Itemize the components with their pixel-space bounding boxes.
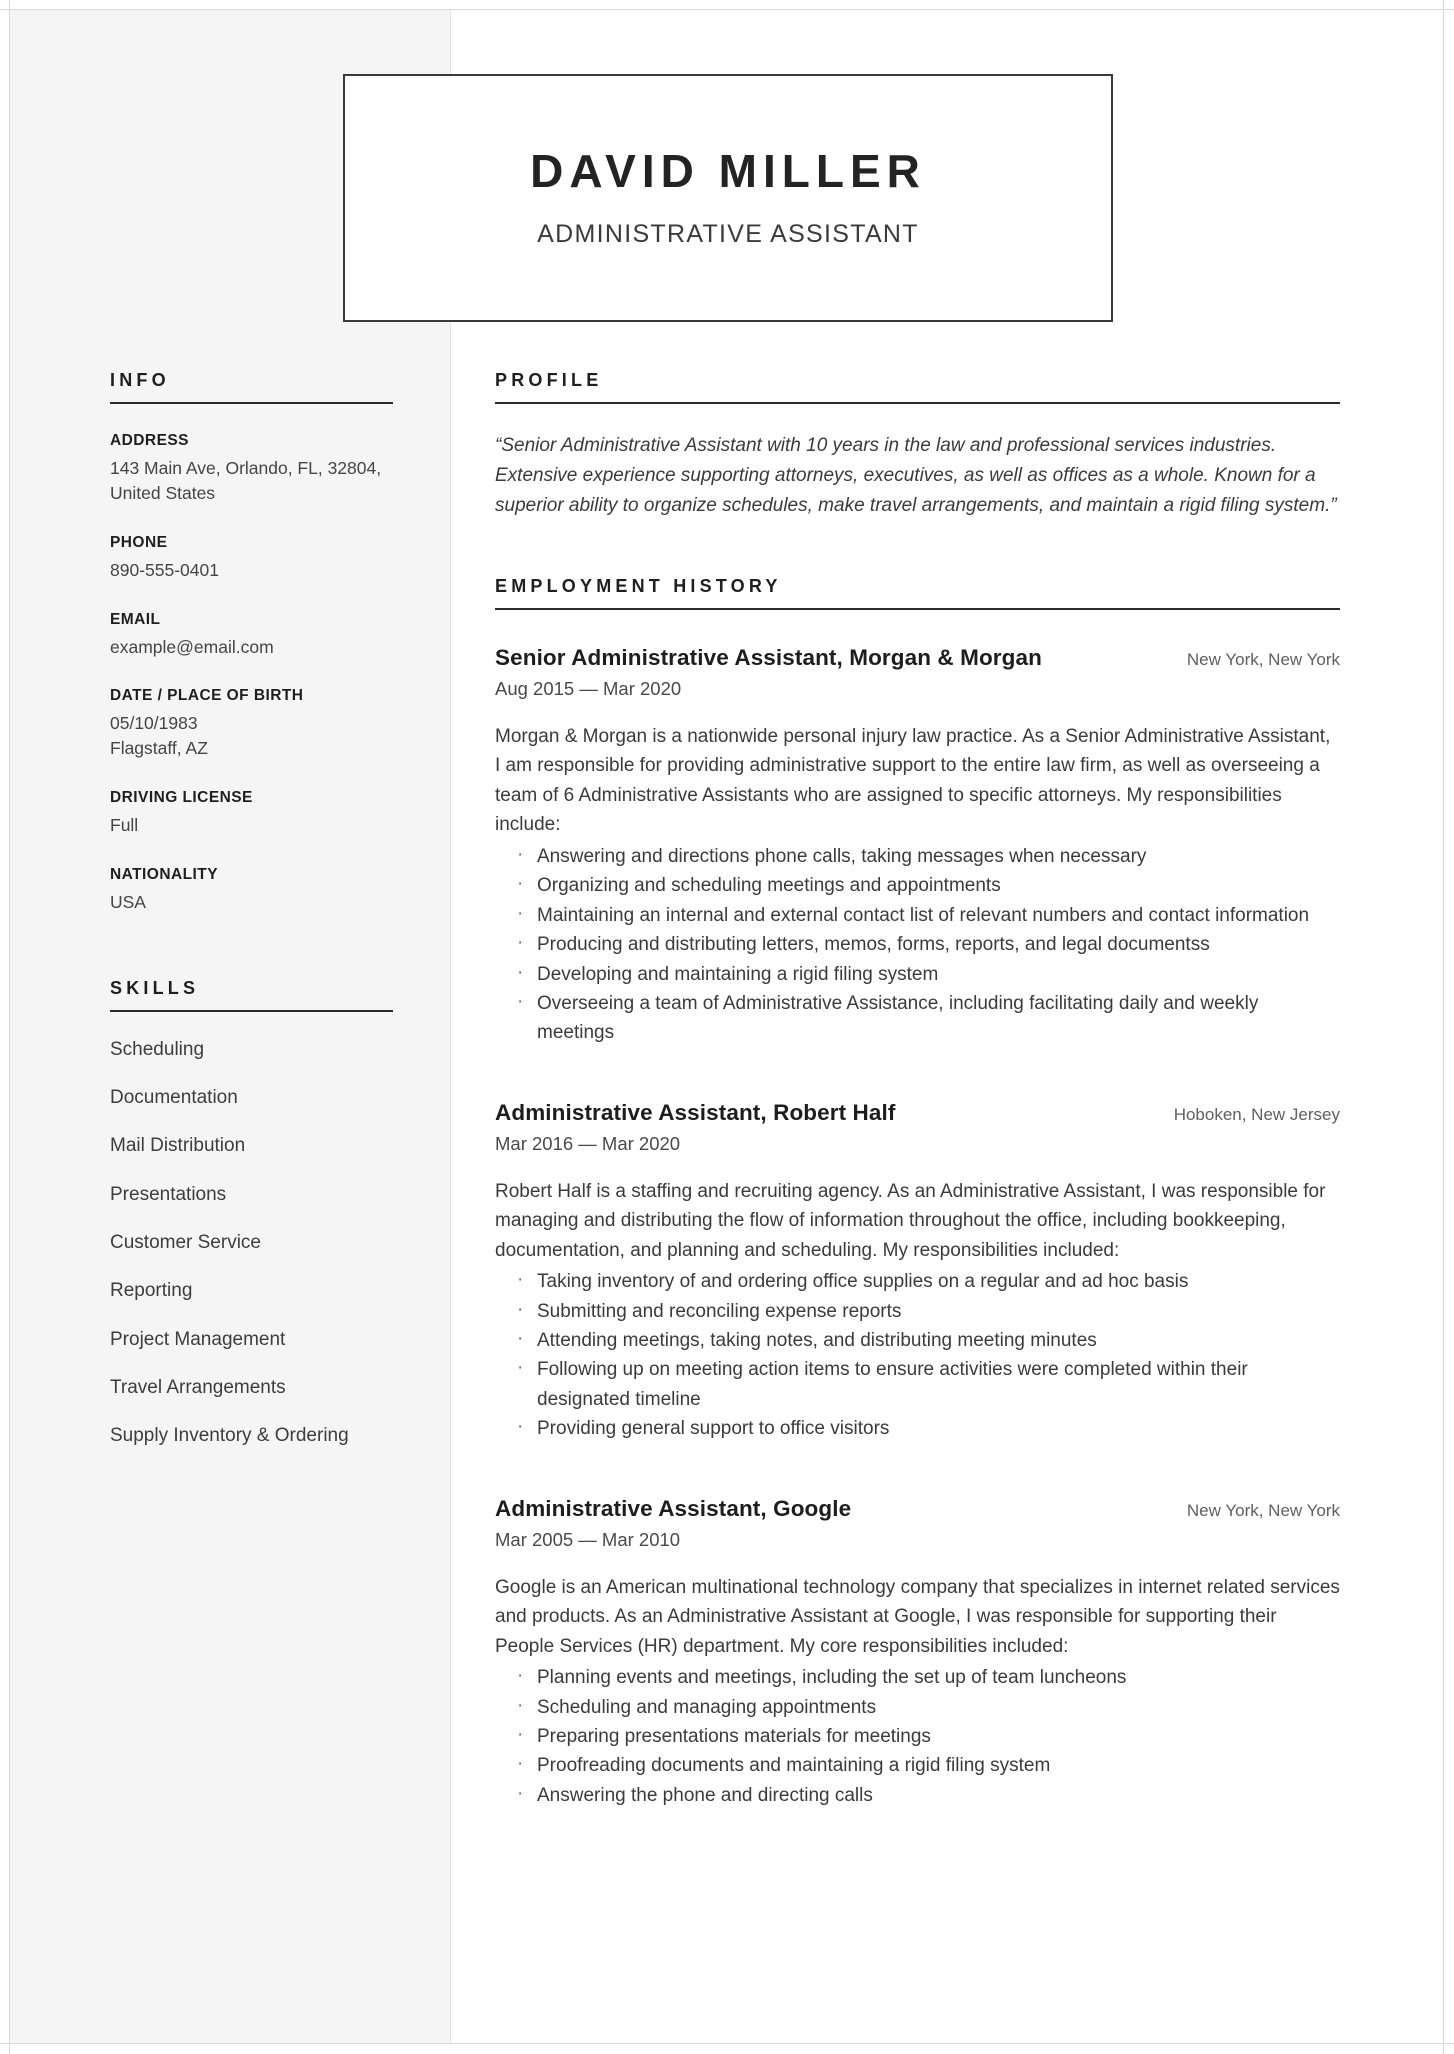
name-header-box (343, 74, 1113, 322)
job-bullet: · Producing and distributing letters, memos, forms, reports, and legal documentss (495, 930, 1340, 959)
job-entry (495, 645, 1340, 1048)
job-bullet-list (495, 842, 1340, 1048)
job-bullet: · Scheduling and managing appointments (495, 1693, 1340, 1722)
job-location: New York, New York (1186, 1500, 1340, 1520)
profile-text: “Senior Administrative Assistant with 10 years in the law and professional services industries. Extensive experience supporting attorneys, executives, as well as offices as a whole. Known for a superior ability to organize schedules, make travel arrangements, and maintain a rigid filing system.” (495, 435, 1337, 517)
job-location: Hoboken, New Jersey (1173, 1104, 1340, 1124)
job-dates: Mar 2016 — Mar 2020 (495, 1132, 681, 1154)
skill-item: Scheduling (110, 1038, 205, 1060)
job-header-row (495, 1496, 1340, 1522)
job-bullet: · Following up on meeting action items to ensure activities were completed within their designated timeline (495, 1355, 1340, 1414)
info-field-label: NATIONALITY (110, 865, 218, 883)
page-border-right (1443, 0, 1444, 2054)
info-section (110, 370, 393, 915)
info-field-list (110, 432, 393, 915)
info-field (110, 611, 393, 660)
skill-item: Presentations (110, 1183, 227, 1205)
job-bullet: · Providing general support to office visitors (495, 1414, 1340, 1443)
profile-section (495, 370, 1340, 521)
job-bullet: · Organizing and scheduling meetings and appointments (495, 871, 1340, 900)
info-field (110, 789, 393, 838)
info-field-value: USA (110, 891, 146, 912)
job-description: Google is an American multinational technology company that specializes in internet related services and products. As an Administrative Assistant at Google, I was responsible for supporting their People Services (HR) department. My core responsibilities included: (495, 1576, 1340, 1657)
skill-item: Reporting (110, 1280, 193, 1302)
skill-item: Mail Distribution (110, 1135, 246, 1157)
job-header-row (495, 1100, 1340, 1126)
info-heading-rule (110, 402, 393, 404)
candidate-name: DAVID MILLER (530, 144, 926, 197)
skills-section (110, 978, 393, 1449)
sidebar (110, 370, 393, 1473)
job-location: New York, New York (1186, 650, 1340, 670)
info-field-label: PHONE (110, 533, 168, 551)
job-bullet: · Taking inventory of and ordering office supplies on a regular and ad hoc basis (495, 1267, 1340, 1296)
job-bullet-list (495, 1663, 1340, 1810)
employment-heading: EMPLOYMENT HISTORY (495, 576, 782, 597)
skill-item: Supply Inventory & Ordering (110, 1425, 349, 1447)
employment-section (495, 576, 1340, 1810)
job-bullet: · Developing and maintaining a rigid filing system (495, 960, 1340, 989)
skill-item: Project Management (110, 1328, 286, 1350)
info-field-value: Full (110, 815, 139, 836)
job-bullet-list (495, 1267, 1340, 1444)
job-bullet: · Submitting and reconciling expense reports (495, 1297, 1340, 1326)
job-bullet: · Preparing presentations materials for meetings (495, 1722, 1340, 1751)
job-bullet: · Attending meetings, taking notes, and distributing meeting minutes (495, 1326, 1340, 1355)
job-title: Administrative Assistant, Robert Half (495, 1099, 896, 1125)
job-dates: Aug 2015 — Mar 2020 (495, 678, 682, 700)
job-bullet: · Answering the phone and directing calls (495, 1781, 1340, 1810)
job-title: Senior Administrative Assistant, Morgan & Morgan (495, 645, 1042, 671)
info-heading: INFO (110, 370, 170, 390)
main-column (495, 370, 1340, 1810)
skills-list (110, 1038, 393, 1449)
info-field-label: DRIVING LICENSE (110, 789, 253, 807)
job-dates: Mar 2005 — Mar 2010 (495, 1528, 681, 1550)
info-field (110, 866, 393, 915)
job-bullet: · Planning events and meetings, including the set up of team luncheons (495, 1663, 1340, 1692)
skill-item: Documentation (110, 1087, 238, 1109)
info-field-value: 05/10/1983 Flagstaff, AZ (110, 713, 208, 759)
page-border-bottom (0, 2043, 1454, 2044)
info-field-label: ADDRESS (110, 432, 189, 449)
skill-item: Customer Service (110, 1232, 261, 1253)
job-title: Administrative Assistant, Google (495, 1495, 852, 1521)
employment-heading-rule (495, 608, 1340, 610)
employment-list (495, 645, 1340, 1810)
info-field (110, 687, 393, 761)
job-entry (495, 1100, 1340, 1444)
info-field-label: EMAIL (110, 610, 161, 628)
job-bullet: · Overseeing a team of Administrative Assistance, including facilitating daily and weekly meetings (495, 989, 1340, 1048)
job-bullet: · Maintaining an internal and external contact list of relevant numbers and contact information (495, 901, 1340, 930)
job-bullet: · Proofreading documents and maintaining a rigid filing system (495, 1751, 1340, 1780)
skills-heading: SKILLS (110, 977, 200, 998)
job-header-row (495, 645, 1340, 671)
info-field (110, 432, 393, 506)
job-description: Morgan & Morgan is a nationwide personal injury law practice. As a Senior Administrative Assistant, I am responsible for providing administrative support to the entire law firm, as well as overseeing a team of 6 Administrative Assistants who are assigned to specific attorneys. My responsibilities include: (495, 726, 1331, 836)
info-field-value: 890-555-0401 (110, 559, 219, 580)
job-bullet: · Answering and directions phone calls, taking messages when necessary (495, 842, 1340, 871)
info-field-value: example@email.com (110, 636, 274, 657)
skill-item: Travel Arrangements (110, 1376, 286, 1398)
info-field (110, 534, 393, 583)
skills-heading-rule (110, 1010, 393, 1012)
job-description: Robert Half is a staffing and recruiting agency. As an Administrative Assistant, I was responsible for managing and distributing the flow of information throughout the office, including bookkeeping, documentation, and planning and scheduling. My responsibilities included: (495, 1180, 1326, 1261)
candidate-job-title: ADMINISTRATIVE ASSISTANT (537, 219, 919, 248)
info-field-value: 143 Main Ave, Orlando, FL, 32804, United States (110, 458, 382, 503)
profile-heading-rule (495, 402, 1340, 404)
info-field-label: DATE / PLACE OF BIRTH (110, 687, 304, 705)
profile-heading: PROFILE (495, 370, 603, 390)
job-entry (495, 1496, 1340, 1811)
